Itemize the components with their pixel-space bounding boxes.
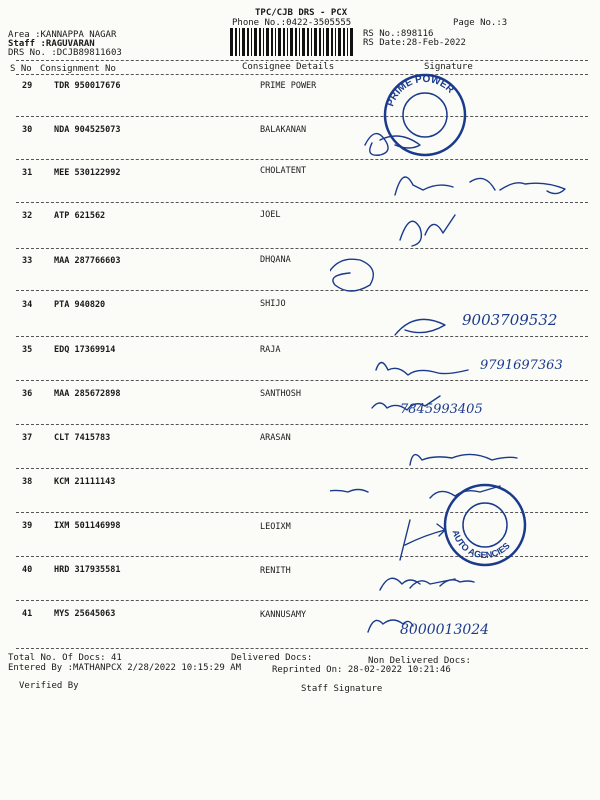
row-divider <box>16 600 588 601</box>
rs-date: RS Date:28-Feb-2022 <box>363 38 466 48</box>
row-consignee: BALAKANAN <box>260 125 307 135</box>
row-consignment: KCM 21111143 <box>54 477 116 487</box>
handwritten-36: 7845993405 <box>400 402 483 417</box>
signature-39-arrow <box>400 520 445 560</box>
row-divider <box>16 512 588 513</box>
row-sno: 30 <box>22 125 33 135</box>
delivered-docs: Delivered Docs: <box>231 653 313 663</box>
reprinted-on: Reprinted On: 28-02-2022 10:21:46 <box>272 665 451 675</box>
signature-38 <box>330 486 500 502</box>
page-number: Page No.:3 <box>453 18 508 28</box>
row-sno: 40 <box>22 565 33 575</box>
row-sno: 36 <box>22 389 33 399</box>
document-title: TPC/CJB DRS - PCX <box>255 8 348 18</box>
header-divider-bottom <box>16 74 588 75</box>
footer-divider <box>16 648 588 649</box>
row-sno: 34 <box>22 300 33 310</box>
row-sno: 38 <box>22 477 33 487</box>
row-divider <box>16 248 588 249</box>
row-divider <box>16 202 588 203</box>
row-consignment: MYS 25645063 <box>54 609 116 619</box>
row-sno: 39 <box>22 521 33 531</box>
row-consignment: MEE 530122992 <box>54 168 121 178</box>
signature-33 <box>330 259 373 291</box>
row-consignee: RENITH <box>260 566 291 576</box>
row-consignee: JOEL <box>260 210 281 220</box>
staff-label: Staff :RAGUVARAN <box>8 39 95 49</box>
entered-by: Entered By :MATHANPCX 2/28/2022 10:15:29 AM <box>8 663 241 673</box>
row-consignee: ARASAN <box>260 433 291 443</box>
row-divider <box>16 336 588 337</box>
staff-signature: Staff Signature <box>301 684 383 694</box>
prime-power-stamp <box>380 70 470 160</box>
verified-by: Verified By <box>19 681 79 691</box>
row-consignee: SHIJO <box>260 299 286 309</box>
signature-32 <box>400 215 455 246</box>
header-divider-top <box>16 60 588 61</box>
row-consignee: PRIME POWER <box>260 81 317 91</box>
handwritten-41: 8000013024 <box>400 622 490 638</box>
row-consignment: ATP 621562 <box>54 211 106 221</box>
column-sno: S No <box>10 64 32 74</box>
column-consignment: Consignment No <box>40 64 116 74</box>
signature-29 <box>365 134 420 156</box>
agencies-stamp-text: AUTO AGENCIES <box>450 528 512 561</box>
row-sno: 32 <box>22 211 33 221</box>
total-docs: Total No. Of Docs: 41 <box>8 653 122 663</box>
row-sno: 41 <box>22 609 33 619</box>
row-consignment: PTA 940820 <box>54 300 106 310</box>
column-signature: Signature <box>424 62 473 72</box>
row-divider <box>16 116 588 117</box>
row-sno: 29 <box>22 81 33 91</box>
row-consignee: KANNUSAMY <box>260 610 307 620</box>
area-label: Area :KANNAPPA NAGAR <box>8 30 117 40</box>
handwritten-34: 9003709532 <box>462 311 558 329</box>
row-consignment: IXM 501146998 <box>54 521 121 531</box>
signature-40 <box>380 578 474 590</box>
row-consignee: CHOLATENT <box>260 166 307 176</box>
row-sno: 31 <box>22 168 33 178</box>
row-sno: 37 <box>22 433 33 443</box>
signature-35-mark <box>376 363 468 376</box>
row-consignment: EDQ 17369914 <box>54 345 116 355</box>
rs-number: RS No.:898116 <box>363 29 434 39</box>
row-consignee: LEOIXM <box>260 522 291 532</box>
row-consignment: CLT 7415783 <box>54 433 111 443</box>
row-consignee: RAJA <box>260 345 281 355</box>
row-consignee: SANTHOSH <box>260 389 301 399</box>
prime-power-stamp-text: PRIME POWER <box>385 73 456 109</box>
row-divider <box>16 159 588 160</box>
row-divider <box>16 424 588 425</box>
row-consignment: MAA 285672898 <box>54 389 121 399</box>
handwritten-35: 9791697363 <box>480 358 563 373</box>
row-divider <box>16 556 588 557</box>
phone-number: Phone No.:0422-3505555 <box>232 18 352 28</box>
barcode-image <box>230 28 355 56</box>
row-sno: 35 <box>22 345 33 355</box>
signature-31 <box>395 177 565 195</box>
column-consignee: Consignee Details <box>242 62 335 72</box>
row-divider <box>16 290 588 291</box>
svg-text:PRIME POWER <box>385 74 456 108</box>
row-consignment: MAA 287766603 <box>54 256 121 266</box>
row-consignment: NDA 904525073 <box>54 125 121 135</box>
row-divider <box>16 380 588 381</box>
row-consignment: TDR 950017676 <box>54 81 121 91</box>
row-consignment: HRD 317935581 <box>54 565 121 575</box>
drs-number: DRS No. :DCJB89811603 <box>8 48 122 58</box>
signature-34-mark <box>395 319 445 335</box>
non-delivered-docs: Non Delivered Docs: <box>368 656 471 666</box>
row-sno: 33 <box>22 256 33 266</box>
row-divider <box>16 468 588 469</box>
signature-37 <box>410 454 517 465</box>
row-consignee: DHQANA <box>260 255 291 265</box>
